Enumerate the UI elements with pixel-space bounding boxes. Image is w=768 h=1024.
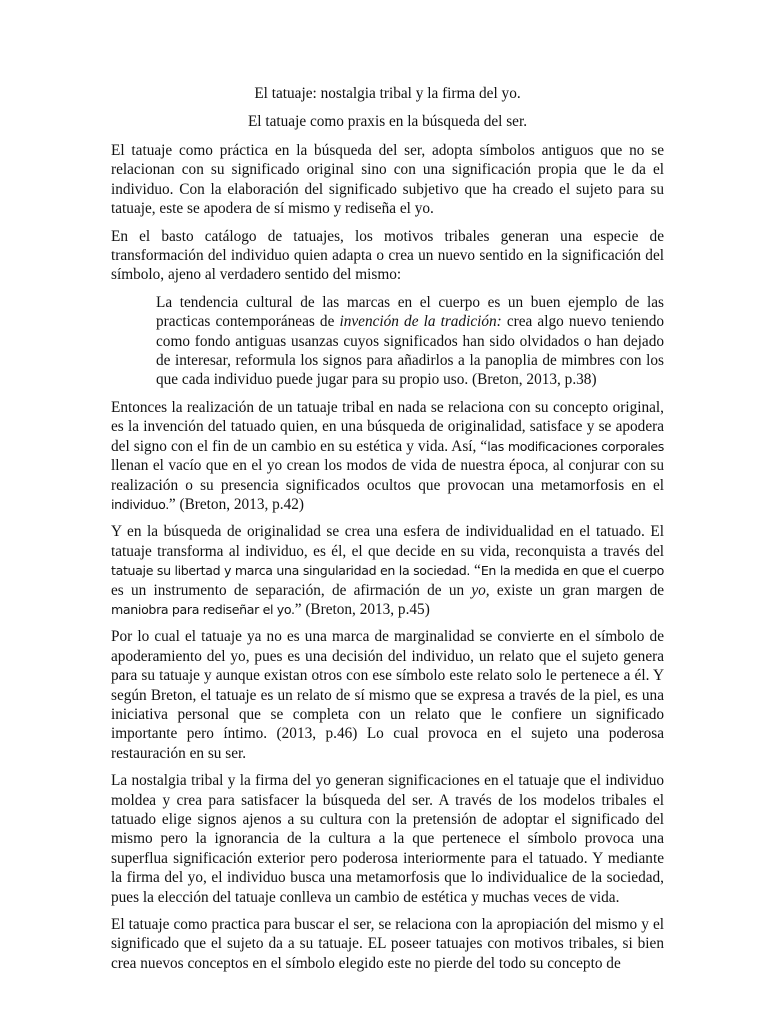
paragraph-4: [111, 522, 664, 619]
document-subtitle: El tatuaje como praxis en la búsqueda del ser.: [247, 113, 528, 130]
p4-quoted-phrase-1: tatuaje su libertad y marca una singularidad en la sociedad.: [111, 563, 471, 579]
p4-italic-term: yo,: [471, 581, 490, 599]
quote-text-end: crea algo nuevo teniendo como fondo antiguas usanzas cuyos significados han sido olvidados o han dejado de interesar, reformula los signos para añadirlos a la panoplia de mimbres con los que cada individuo puede jugar para su propio uso. (Breton, 2013, p.38): [156, 313, 665, 389]
p4-text-start: Y en la búsqueda de originalidad se crea una esfera de individualidad en el tatuado. El tatuaje transforma al individuo, es él, el que decide en su vida, reconquista a través del: [111, 523, 664, 560]
p4-open-quote: “: [470, 562, 481, 580]
quote-text-start: La tendencia cultural de las marcas en el cuerpo es un buen ejemplo de las practicas contemporáneas de: [156, 293, 664, 331]
p4-text-middle-2: existe un gran margen de: [489, 581, 665, 599]
p3-quoted-phrase-2: individuo.: [111, 496, 169, 512]
quote-italic-term: invención de la tradición:: [339, 313, 502, 331]
p3-quoted-phrase-1: las modificaciones corporales: [487, 438, 665, 454]
p4-quoted-phrase-2: En la medida en que el cuerpo: [480, 563, 664, 579]
p3-text-middle: llenan el vacío que en el yo crean los modos de vida de nuestra época, al conjurar con su realización o su presencia significados ocultos que provocan una metamorfosis en el: [111, 457, 664, 494]
paragraph-1: El tatuaje como práctica en la búsqueda del ser, adopta símbolos antiguos que no se relacionan con su significado original sino con una significación propia que le da el individuo. Con la elaboración del significado subjetivo que ha creado el sujeto para su tatuaje, este se apodera de sí mismo y rediseña el yo.: [111, 142, 664, 218]
paragraph-5: Por lo cual el tatuaje ya no es una marca de marginalidad se convierte en el símbolo de apoderamiento del yo, pues es una decisión del individuo, un relato que el sujeto genera para su tatuaje y aunque existan otros con ese símbolo este relato solo le pertenece a él. Y según Breton, el tatuaje es un relato de sí mismo que se expresa a través de la piel, es una iniciativa personal que se completa con un relato que le confiere un significado importante pero íntimo. (2013, p.46) Lo cual provoca en el sujeto una poderosa restauración en su ser.: [111, 628, 664, 762]
p3-text-start: Entonces la realización de un tatuaje tribal en nada se relaciona con su concepto original, es la invención del tatuado quien, en una búsqueda de originalidad, satisface y se apodera del signo con el fin de un cambio en su estética y vida. Así, “: [111, 398, 664, 455]
p3-text-end: ” (Breton, 2013, p.42): [168, 495, 304, 513]
paragraph-6: La nostalgia tribal y la firma del yo generan significaciones en el tatuaje que el individuo moldea y crea para satisfacer la búsqueda del ser. A través de los modelos tribales el tatuado elige signos ajenos a su cultura con la pretensión de adoptar el significado del mismo pero la ignorancia de la cultura a la que pertenece el símbolo provoca una superflua significación exterior pero poderosa interiormente para el tatuado. Y mediante la firma del yo, el individuo busca una metamorfosis que lo individualice de la sociedad, pues la elección del tatuaje conlleva un cambio de estética y muchas veces de vida.: [111, 772, 664, 906]
block-quote: [156, 293, 664, 390]
document-title: El tatuaje: nostalgia tribal y la firma del yo.: [254, 85, 521, 102]
p4-text-middle: es un instrumento de separación, de afirmación de un: [111, 581, 472, 599]
paragraph-7: El tatuaje como practica para buscar el ser, se relaciona con la apropiación del mismo y el significado que el sujeto da a su tatuaje. EL poseer tatuajes con motivos tribales, si bien crea nuevos conceptos en el símbolo elegido este no pierde del todo su concepto de: [111, 916, 664, 972]
p4-text-end: ” (Breton, 2013, p.45): [294, 600, 430, 618]
paragraph-3: [111, 398, 664, 514]
paragraph-2: En el basto catálogo de tatuajes, los motivos tribales generan una especie de transformación del individuo quien adapta o crea un nuevo sentido en la significación del símbolo, ajeno al verdadero sentido del mismo:: [111, 227, 664, 284]
p4-quoted-phrase-3: maniobra para rediseñar el yo.: [111, 601, 295, 617]
